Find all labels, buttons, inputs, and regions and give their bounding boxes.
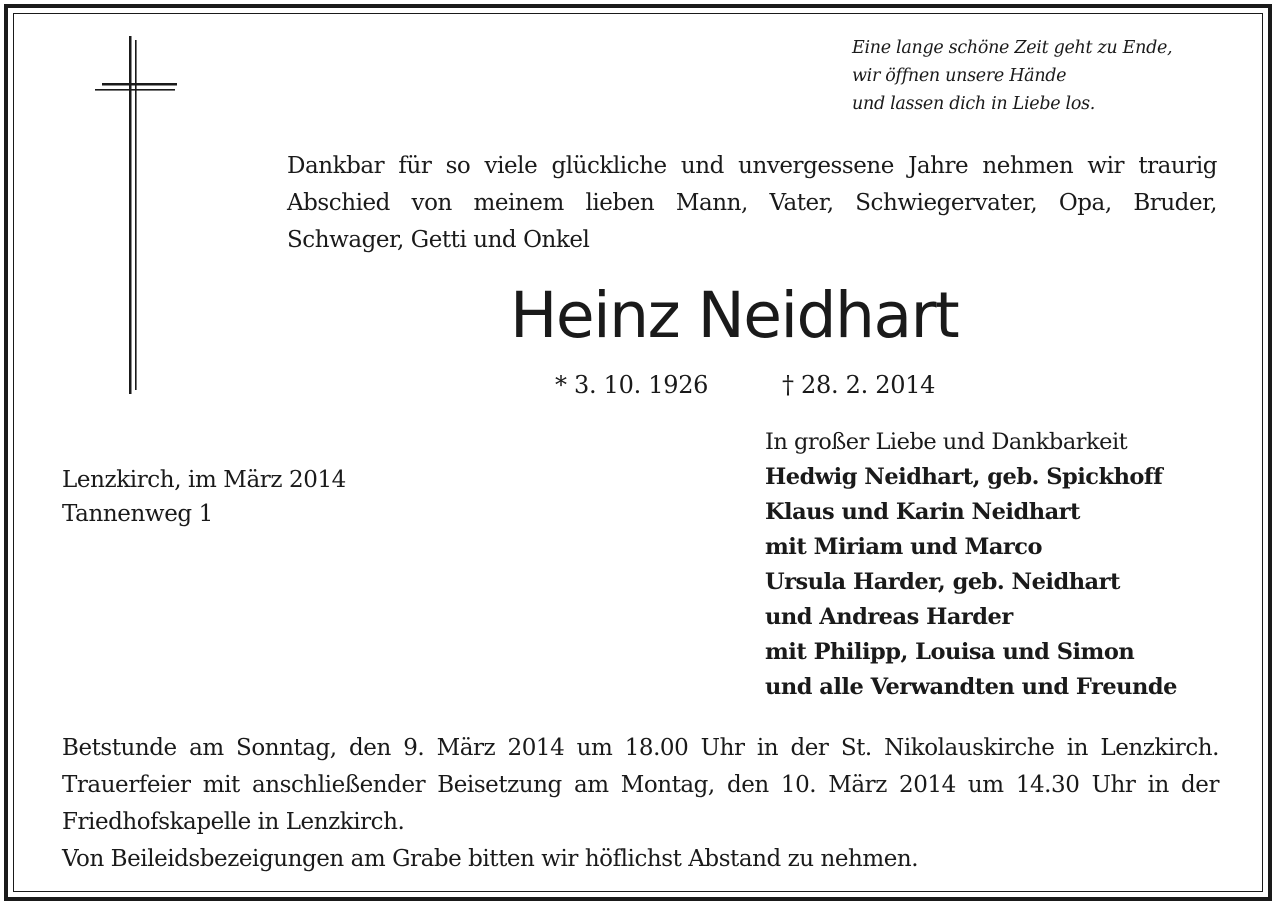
deceased-name: Heinz Neidhart [510,279,959,352]
address: Tannenweg 1 [62,501,213,527]
family-line: Klaus und Karin Neidhart [765,499,1080,525]
family-line: Ursula Harder, geb. Neidhart [765,569,1120,595]
place-block [62,463,346,531]
city-date: Lenzkirch, im März 2014 [62,467,346,493]
intro-line: Schwager, Getti und Onkel [287,227,590,253]
details-line: Betstunde am Sonntag, den 9. März 2014 um 18.00 Uhr in der St. Nikolauskirche in Lenzkirch. [62,735,1219,761]
details-line: Von Beileidsbezeigungen am Grabe bitten wir höflichst Abstand zu nehmen. [62,846,919,872]
service-details [62,730,1219,878]
intro-line: Abschied von meinem lieben Mann, Vater, Schwiegervater, Opa, Bruder, [287,190,1217,216]
family-line: und alle Verwandten und Freunde [765,674,1177,700]
family-line: mit Philipp, Louisa und Simon [765,639,1135,665]
mourners-lead: In großer Liebe und Dankbarkeit [765,429,1128,455]
birth-date: * 3. 10. 1926 [555,371,709,399]
death-date: † 28. 2. 2014 [782,371,936,399]
poem-line: Eine lange schöne Zeit geht zu Ende, [852,38,1173,58]
family-line: und Andreas Harder [765,604,1013,630]
intro-text [287,148,1217,259]
poem [852,34,1252,118]
family-line: mit Miriam und Marco [765,534,1042,560]
family-line: Hedwig Neidhart, geb. Spickhoff [765,464,1163,490]
mourners-family [765,460,1235,705]
poem-line: wir öffnen unsere Hände [852,66,1067,86]
poem-line: und lassen dich in Liebe los. [852,94,1096,114]
intro-line: Dankbar für so viele glückliche und unvergessene Jahre nehmen wir traurig [287,153,1217,179]
cross-icon [90,36,182,396]
details-line: Friedhofskapelle in Lenzkirch. [62,809,405,835]
details-line: Trauerfeier mit anschließender Beisetzung am Montag, den 10. März 2014 um 14.30 Uhr in der [62,772,1219,798]
mourners-block [765,425,1235,705]
